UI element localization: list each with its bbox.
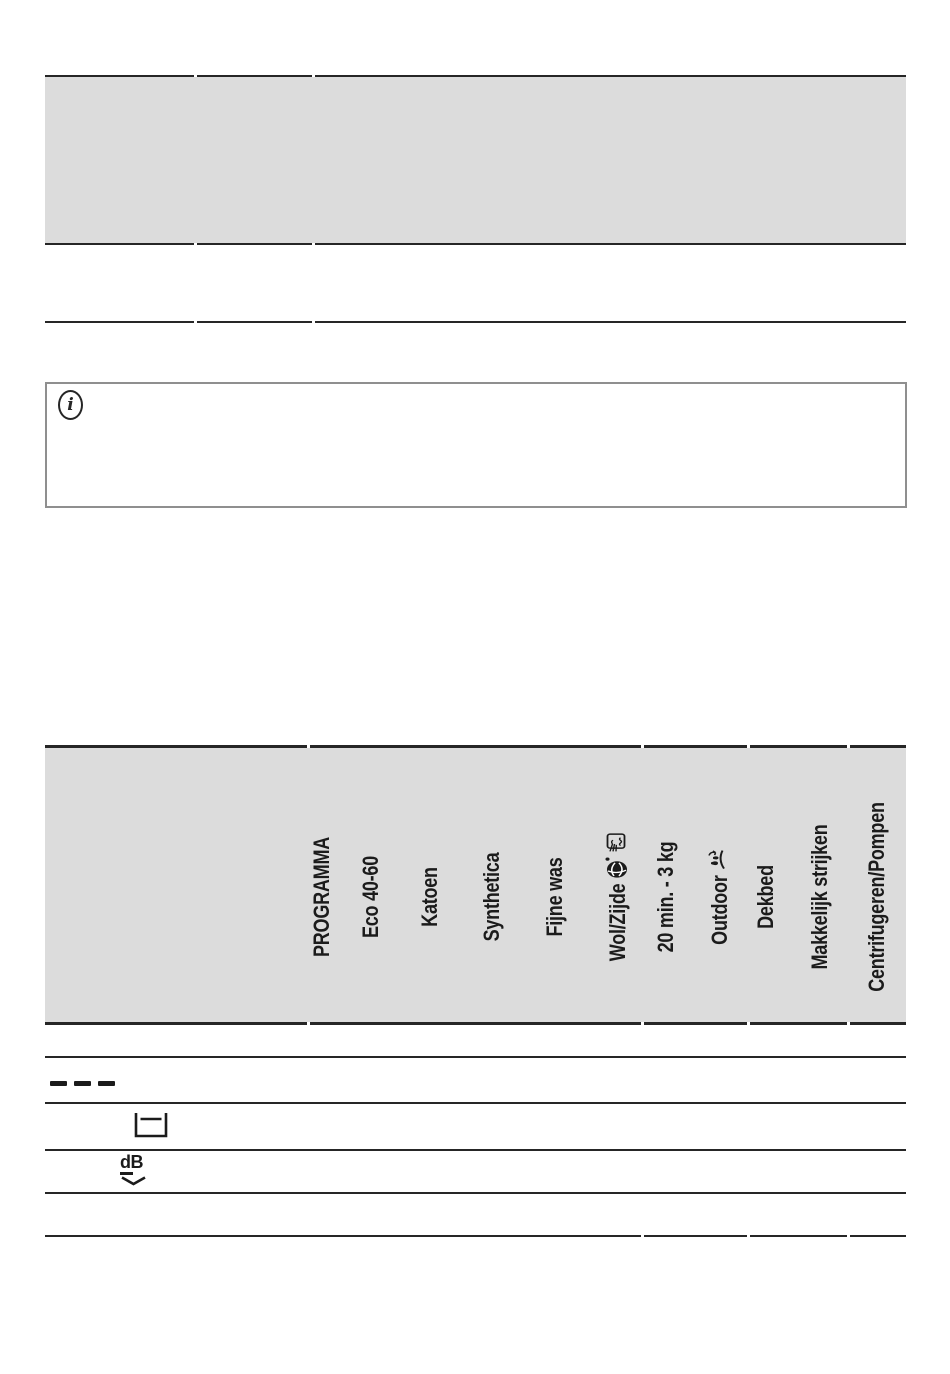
- table-row-line: [45, 1192, 906, 1194]
- decibel-reduction-icon: [120, 1153, 147, 1186]
- column-header-dekbed: Dekbed: [753, 865, 778, 929]
- border-gap: [641, 745, 644, 748]
- woolmark-icon: [604, 857, 632, 878]
- border-gap: [194, 321, 197, 323]
- top-table-header-row: [45, 77, 906, 243]
- border-gap: [847, 745, 850, 748]
- border-gap: [194, 243, 197, 245]
- outdoor-proofing-icon: [707, 849, 733, 870]
- table-border-line: [45, 321, 906, 323]
- column-header-wol-zijde: Wol/Zijde: [604, 833, 632, 961]
- table-row-line: [45, 1235, 906, 1237]
- chevron-down-icon: [120, 1176, 148, 1186]
- db-underline: [120, 1172, 133, 1175]
- column-header-synthetica: Synthetica: [479, 852, 504, 942]
- info-circle-icon: i: [58, 390, 83, 420]
- triple-dash-icon: [50, 1081, 115, 1086]
- tub-max-level-icon: [133, 1111, 169, 1144]
- column-header-outdoor: Outdoor: [707, 849, 733, 945]
- border-gap: [747, 1235, 750, 1237]
- column-header-katoen: Katoen: [417, 867, 442, 927]
- border-gap: [641, 1235, 644, 1237]
- column-header-programma: PROGRAMMA: [309, 836, 334, 958]
- border-gap: [312, 321, 315, 323]
- table-border-line: [45, 1022, 906, 1025]
- border-gap: [747, 1022, 750, 1025]
- border-gap: [641, 1022, 644, 1025]
- column-header-makkelijk-strijken: Makkelijk strijken: [807, 824, 832, 970]
- table-row-line: [45, 1149, 906, 1151]
- db-label: dB: [120, 1152, 143, 1172]
- table-row-line: [45, 1102, 906, 1104]
- column-header-centrifugeren-pompen: Centrifugeren/Pompen: [864, 802, 889, 992]
- table-row-line: [45, 1056, 906, 1058]
- column-header-eco-40-60: Eco 40-60: [358, 855, 383, 939]
- border-gap: [312, 243, 315, 245]
- border-gap: [312, 75, 315, 77]
- handwash-icon: [605, 833, 631, 853]
- table-border-line: [45, 243, 906, 245]
- border-gap: [847, 1235, 850, 1237]
- info-note-box: [45, 382, 907, 508]
- border-gap: [307, 745, 310, 748]
- border-gap: [307, 1022, 310, 1025]
- border-gap: [847, 1022, 850, 1025]
- border-gap: [747, 745, 750, 748]
- column-header-fijne-was: Fijne was: [542, 857, 567, 937]
- column-header-20-min-3-kg: 20 min. - 3 kg: [653, 841, 678, 953]
- border-gap: [194, 75, 197, 77]
